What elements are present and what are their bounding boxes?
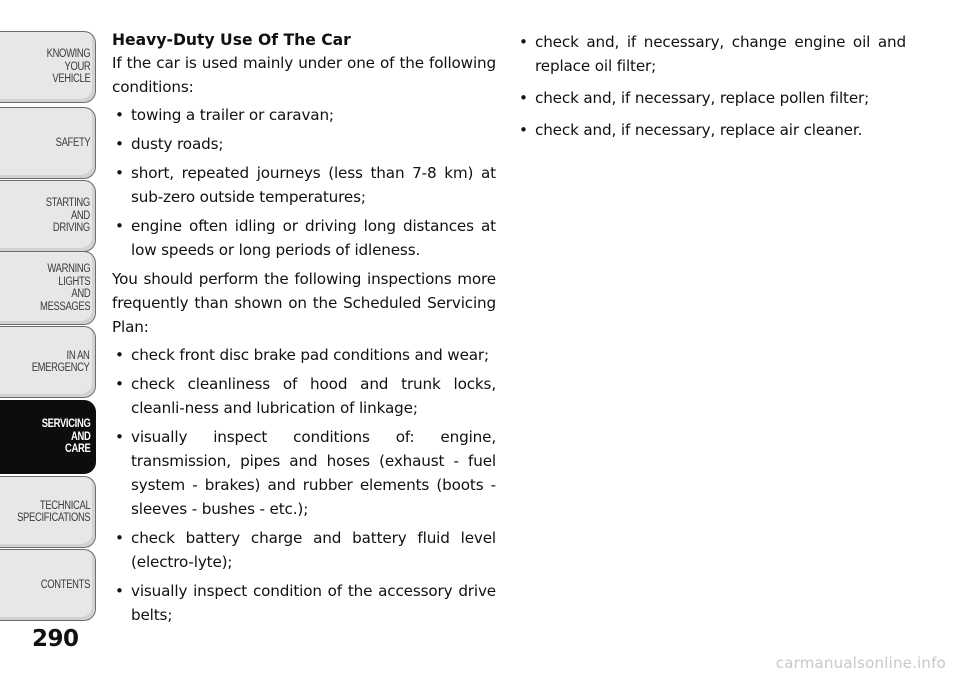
tab-label: IN AN EMERGENCY — [32, 349, 90, 374]
list-item: • visually inspect condition of the accessory drive belts; — [112, 579, 496, 627]
conditions-list — [112, 103, 496, 262]
tab-knowing-your-vehicle[interactable] — [0, 31, 96, 103]
tab-label: SERVICING AND CARE — [41, 418, 90, 456]
tab-label: WARNING LIGHTS AND MESSAGES — [39, 263, 90, 313]
list-item: • short, repeated journeys (less than 7-8 km) at sub-zero outside temperatures; — [112, 161, 496, 209]
list-item: • dusty roads; — [112, 132, 496, 156]
tab-starting-and-driving[interactable] — [0, 180, 96, 252]
list-item: • engine often idling or driving long distances at low speeds or long periods of idleness. — [112, 214, 496, 262]
list-item: • check battery charge and battery fluid level (electro-lyte); — [112, 526, 496, 574]
right-column — [516, 30, 906, 150]
tab-label: TECHNICAL SPECIFICATIONS — [16, 499, 90, 524]
tab-servicing-and-care[interactable] — [0, 400, 96, 474]
intro-paragraph: If the car is used mainly under one of the following conditions: — [112, 54, 496, 96]
tab-safety[interactable] — [0, 107, 96, 179]
inspections-list-continued — [516, 30, 906, 142]
inspections-paragraph: You should perform the following inspections more frequently than shown on the Scheduled Servicing Plan: — [112, 270, 496, 336]
tab-label: STARTING AND DRIVING — [45, 197, 90, 235]
list-item: • towing a trailer or caravan; — [112, 103, 496, 127]
tab-label: CONTENTS — [40, 578, 90, 591]
tab-warning-lights-and-messages[interactable] — [0, 251, 96, 325]
list-item: • check cleanliness of hood and trunk locks, cleanli-ness and lubrication of linkage; — [112, 372, 496, 420]
list-item: • check front disc brake pad conditions and wear; — [112, 343, 496, 367]
page-number: 290 — [32, 626, 79, 652]
list-item: • check and, if necessary, replace air cleaner. — [516, 118, 906, 142]
tab-label: KNOWING YOUR VEHICLE — [46, 48, 90, 86]
inspections-list — [112, 343, 496, 627]
tab-contents[interactable] — [0, 549, 96, 621]
tab-technical-specifications[interactable] — [0, 476, 96, 548]
list-item: • check and, if necessary, change engine oil and replace oil filter; — [516, 30, 906, 78]
list-item: • check and, if necessary, replace pollen filter; — [516, 86, 906, 110]
list-item: • visually inspect conditions of: engine, transmission, pipes and hoses (exhaust - fuel system - brakes) and rubber elements (boots - sleeves - bushes - etc.); — [112, 425, 496, 521]
tab-label: SAFETY — [55, 136, 90, 149]
watermark: carmanualsonline.info — [775, 654, 946, 672]
section-title: Heavy-Duty Use Of The Car — [112, 31, 351, 49]
tab-in-an-emergency[interactable] — [0, 326, 96, 398]
left-column — [112, 30, 496, 632]
